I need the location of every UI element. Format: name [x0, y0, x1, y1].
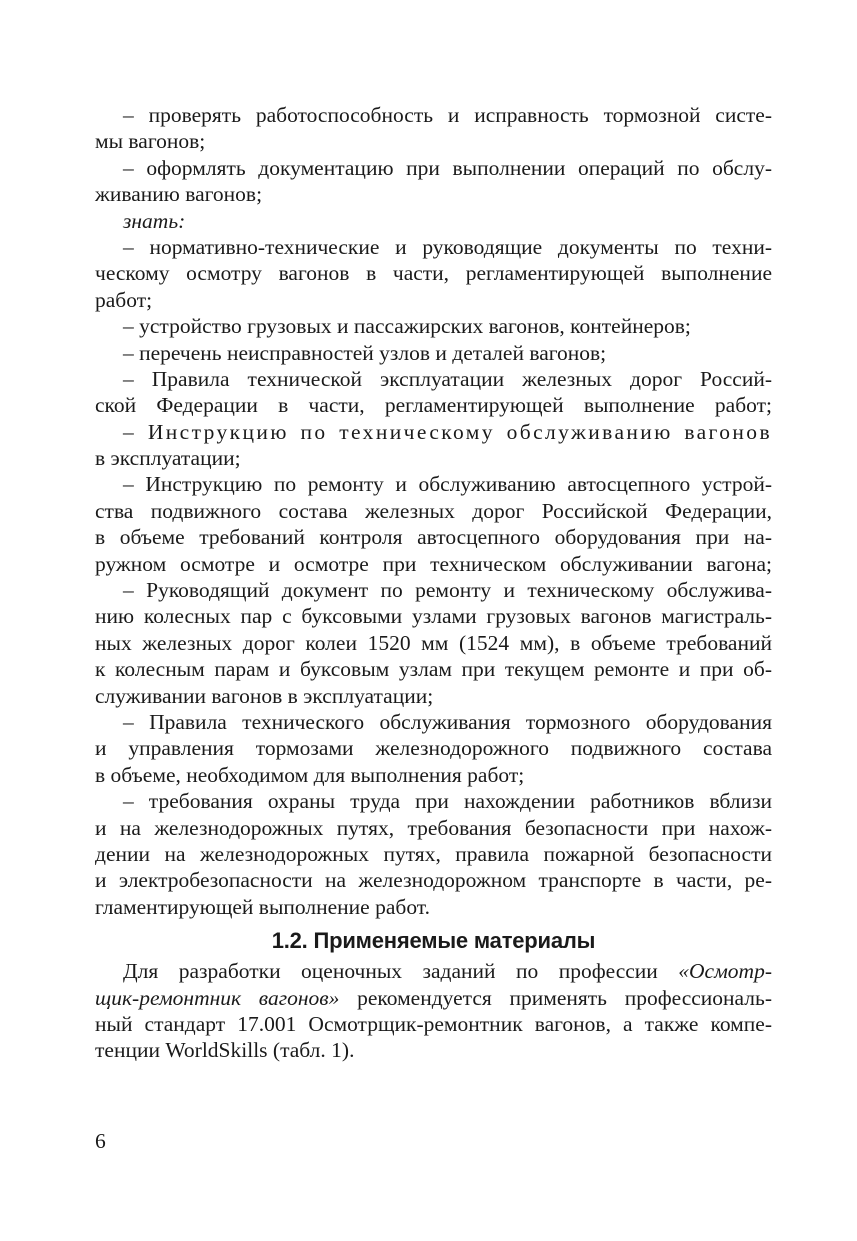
- text-line: ства подвижного состава железных дорог Российской Федерации,: [95, 498, 772, 523]
- paragraph-line: ный стандарт 17.001 Осмотрщик-ремонтник вагонов, а также компе-: [95, 1011, 772, 1036]
- page-body: [95, 102, 772, 1064]
- text-line: – Правила технического обслуживания тормозного оборудования: [123, 709, 772, 734]
- text-line: и управления тормозами железнодорожного подвижного состава: [95, 736, 772, 761]
- section-heading: 1.2. Применяемые материалы: [271, 928, 596, 954]
- text-line: – Руководящий документ по ремонту и техническому обслужива-: [123, 578, 772, 603]
- text-line: в эксплуатации;: [95, 446, 241, 471]
- text-line: ных железных дорог колеи 1520 мм (1524 мм), в объеме требований: [95, 630, 772, 655]
- profession-name-span: щик-ремонтник вагонов»: [95, 985, 340, 1010]
- text-line: – Правила технической эксплуатации железных дорог Россий-: [123, 366, 772, 391]
- text-line: служивании вагонов в эксплуатации;: [95, 683, 434, 708]
- text-line: мы вагонов;: [95, 129, 206, 154]
- text-line: живанию вагонов;: [95, 182, 263, 207]
- text-line-know: знать:: [123, 208, 186, 233]
- text-span: Для разработки оценочных заданий по профессии: [123, 959, 679, 984]
- text-line: – Инструкцию по техническому обслуживанию вагонов: [123, 419, 772, 444]
- text-line: и электробезопасности на железнодорожном транспорте в части, ре-: [95, 868, 772, 893]
- text-line: в объеме, необходимом для выполнения работ;: [95, 762, 525, 787]
- text-line: в объеме требований контроля автосцепного оборудования при на-: [95, 525, 772, 550]
- text-line: ской Федерации в части, регламентирующей выполнение работ;: [95, 393, 772, 418]
- paragraph-line: [95, 985, 772, 1011]
- text-line: и на железнодорожных путях, требования безопасности при нахож-: [95, 815, 772, 840]
- text-line: гламентирующей выполнение работ.: [95, 894, 430, 919]
- profession-name-span: «Осмотр-: [678, 959, 772, 984]
- paragraph-line: [95, 958, 772, 984]
- text-line: – Инструкцию по ремонту и обслуживанию автосцепного устрой-: [123, 472, 772, 497]
- text-line: – нормативно-технические и руководящие документы по техни-: [123, 234, 772, 259]
- text-span: рекомендуется применять профессиональ-: [339, 985, 772, 1010]
- text-line: нию колесных пар с буксовыми узлами грузовых вагонов магистраль-: [95, 604, 772, 629]
- text-line: ческому осмотру вагонов в части, регламентирующей выполнение: [95, 261, 772, 286]
- page-number: 6: [95, 1129, 106, 1153]
- text-line: к колесным парам и буксовым узлам при текущем ремонте и при об-: [95, 657, 772, 682]
- text-line: – оформлять документацию при выполнении операций по обслу-: [123, 155, 772, 180]
- paragraph-line: тенции WorldSkills (табл. 1).: [95, 1038, 355, 1063]
- text-line: – требования охраны труда при нахождении работников вблизи: [123, 789, 772, 814]
- text-line: работ;: [95, 287, 153, 312]
- text-line: дении на железнодорожных путях, правила пожарной безопасности: [95, 841, 772, 866]
- text-line: – перечень неисправностей узлов и деталей вагонов;: [123, 340, 607, 365]
- text-line: – проверять работоспособность и исправность тормозной систе-: [123, 103, 772, 127]
- text-line: ружном осмотре и осмотре при техническом обслуживании вагона;: [95, 551, 772, 576]
- text-line: – устройство грузовых и пассажирских вагонов, контейнеров;: [123, 314, 691, 339]
